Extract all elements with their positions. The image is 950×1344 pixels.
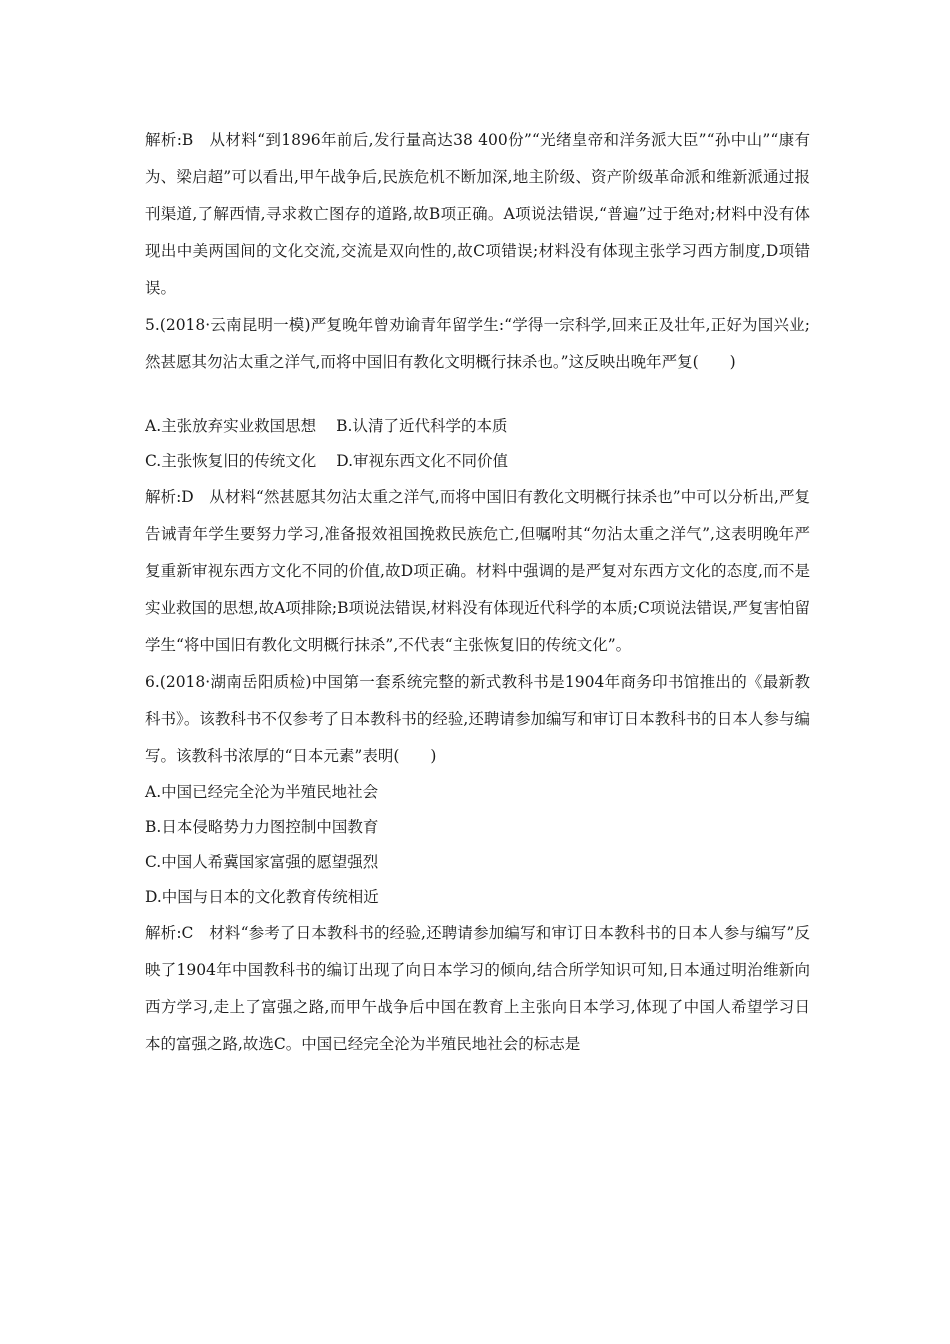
q6-analysis: 解析:C 材料“参考了日本教科书的经验,还聘请参加编写和审订日本教科书的日本人参与编写”反映了1904年中国教科书的编订出现了向日本学习的倾向,结合所学知识可知,日本通过明治维新向西方学习,走上了富强之路,而甲午战争后中国在教育上主张向日本学习,体现了中国人希望学习日本的富强之路,故选C。中国已经完全沦为半殖民地社会的标志是 — [145, 924, 810, 1053]
q5-analysis: 解析:D 从材料“然甚愿其勿沾太重之洋气,而将中国旧有教化文明概行抹杀也”中可以分析出,严复告诫青年学生要努力学习,准备报效祖国挽救民族危亡,但嘱咐其“勿沾太重之洋气”,这表明晚年严复重新审视东西方文化不同的价值,故D项正确。材料中强调的是严复对东西方文化的态度,而不是实业救国的思想,故A项排除;B项说法错误,材料没有体现近代科学的本质;C项说法错误,严复害怕留学生“将中国旧有教化文明概行抹杀”,不代表“主张恢复旧的传统文化”。 — [145, 488, 811, 654]
q5-option-c: C.主张恢复旧的传统文化 — [145, 452, 317, 470]
q6-option-c: C.中国人希冀国家富强的愿望强烈 — [145, 853, 379, 871]
q6-stem: 6.(2018·湖南岳阳质检)中国第一套系统完整的新式教科书是1904年商务印书馆推出的《最新教科书》。该教科书不仅参考了日本教科书的经验,还聘请参加编写和审订日本教科书的日本人参与编写。该教科书浓厚的“日本元素”表明( ) — [145, 673, 810, 765]
q5-stem: 5.(2018·云南昆明一模)严复晚年曾劝谕青年留学生:“学得一宗科学,回来正及壮年,正好为国兴业;然甚愿其勿沾太重之洋气,而将中国旧有教化文明概行抹杀也。”这反映出晚年严复( ) — [145, 316, 810, 371]
q5-options-row-2 — [145, 444, 810, 479]
q5-option-b: B.认清了近代科学的本质 — [336, 417, 508, 435]
answer-gap — [145, 381, 810, 409]
q5-options-row-1 — [145, 409, 810, 444]
q6-option-b: B.日本侵略势力力图控制中国教育 — [145, 818, 379, 836]
q5-option-a: A.主张放弃实业救国思想 — [145, 417, 317, 435]
q6-option-a: A.中国已经完全沦为半殖民地社会 — [145, 783, 379, 801]
q4-analysis: 解析:B 从材料“到1896年前后,发行量高达38 400份”“光绪皇帝和洋务派大臣”“孙中山”“康有为、梁启超”可以看出,甲午战争后,民族危机不断加深,地主阶级、资产阶级革命派和维新派通过报刊渠道,了解西情,寻求救亡图存的道路,故B项正确。A项说法错误,“普遍”过于绝对;材料中没有体现出中美两国间的文化交流,交流是双向性的,故C项错误;材料没有体现主张学习西方制度,D项错误。 — [145, 131, 810, 297]
q5-option-d: D.审视东西文化不同价值 — [336, 452, 509, 470]
document-content — [145, 122, 810, 1063]
q6-option-d: D.中国与日本的文化教育传统相近 — [145, 888, 379, 906]
